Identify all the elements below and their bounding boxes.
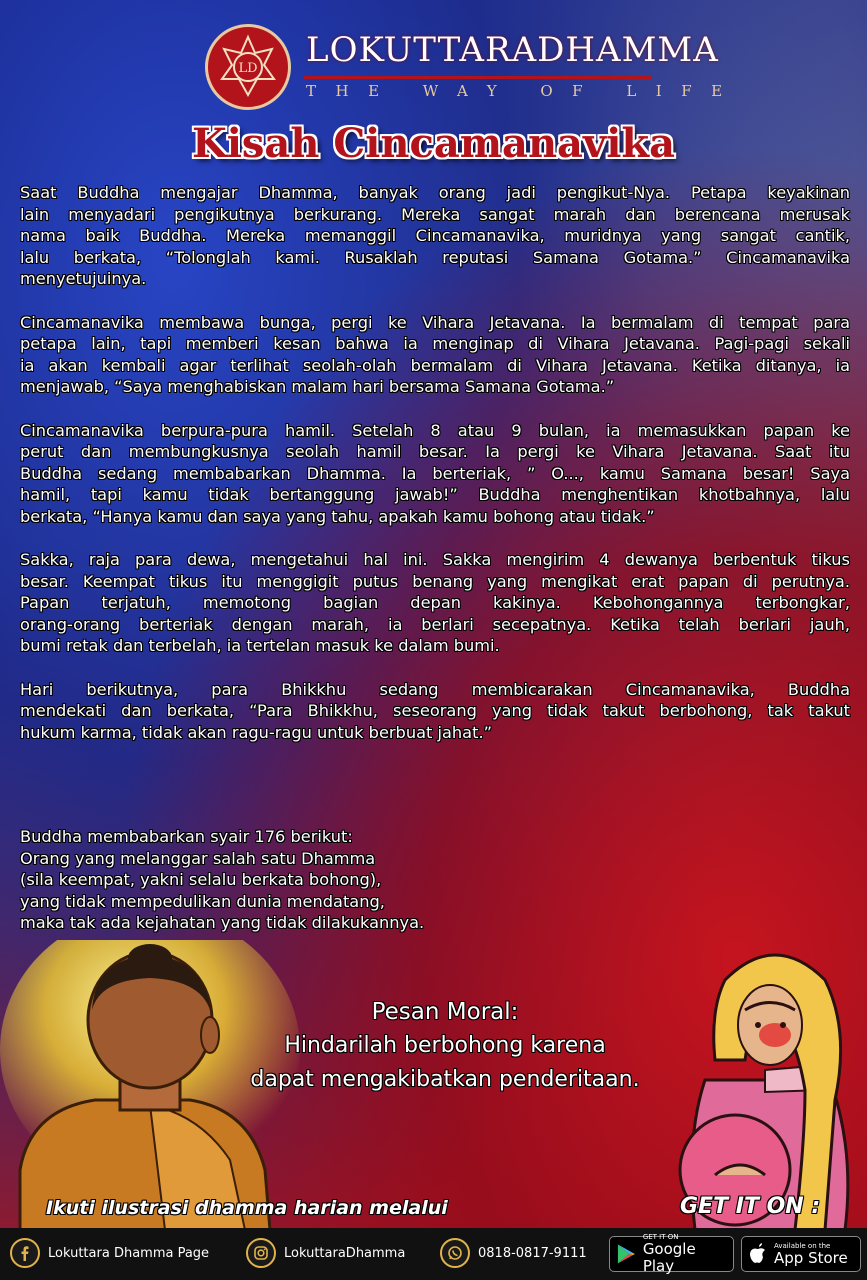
header (0, 16, 867, 111)
facebook-icon (10, 1238, 40, 1268)
verse-line: maka tak ada kejahatan yang tidak dilakukannya. (20, 913, 425, 933)
story-line: hukum karma, tidak akan ragu-ragu untuk berbuat jahat.” (20, 722, 492, 742)
facebook-link[interactable] (10, 1237, 209, 1269)
brand-divider (304, 76, 652, 79)
moral-message (230, 995, 660, 1097)
story-paragraph-2 (20, 312, 850, 398)
moral-line: Hindarilah berbohong karena (284, 1033, 606, 1058)
story-line: ia akan kembali agar terlihat seolah-olah bermalam di Vihara Jetavana. Ketika ditanya, ia (20, 355, 850, 375)
get-it-on-label: GET IT ON : (680, 1194, 821, 1219)
story-line: berkata, “Hanya kamu dan saya yang tahu, apakah kamu bohong atau tidak.” (20, 506, 655, 526)
moral-line: dapat mengakibatkan penderitaan. (250, 1067, 640, 1092)
story-paragraph-5 (20, 679, 850, 744)
story-line: lain menyadari pengikutnya berkurang. Mereka sangat marah dan berencana merusak (20, 204, 850, 224)
google-play-big-text: Google Play (642, 1240, 696, 1275)
verse-line: (sila keempat, yakni selalu berkata bohong), (20, 870, 382, 890)
story-line: lalu berkata, “Tolonglah kami. Rusaklah reputasi Samana Gotama.” Cincamanavika (20, 247, 850, 267)
social-bar (0, 1228, 867, 1280)
story-line: Saat Buddha mengajar Dhamma, banyak orang jadi pengikut-Nya. Petapa keyakinan (20, 183, 850, 202)
instagram-link[interactable] (246, 1237, 405, 1269)
story-line: orang-orang berteriak dengan marah, ia berlari secepatnya. Ketika telah berlari jauh, (20, 614, 850, 634)
brand-name: LOKUTTARADHAMMA (306, 30, 719, 70)
apple-icon (748, 1242, 768, 1266)
story-line: bumi retak dan terbelah, ia tertelan masuk ke dalam bumi. (20, 636, 500, 656)
google-play-icon (616, 1242, 637, 1266)
page-title: Kisah Cincamanavika (191, 120, 676, 167)
instagram-label: LokuttaraDhamma (284, 1245, 406, 1261)
instagram-icon (246, 1238, 276, 1268)
story-line: menjawab, “Saya menghabiskan malam hari bersama Samana Gotama.” (20, 377, 615, 397)
google-play-small-text: GET IT ON (642, 1233, 679, 1241)
app-store-small-text: Available on the (774, 1241, 831, 1250)
google-play-badge[interactable] (609, 1233, 734, 1275)
story-line: nama baik Buddha. Mereka memanggil Cincamanavika, muridnya yang sangat cantik, (20, 226, 850, 246)
story-line: Cincamanavika membawa bunga, pergi ke Vihara Jetavana. Ia bermalam di tempat para (20, 312, 850, 332)
story-line: hamil, tapi kamu tidak bertanggung jawab!” Buddha menghentikan khotbahnya, lalu (20, 485, 850, 505)
story-line: petapa lain, tapi memberi kesan bahwa ia menginap di Vihara Jetavana. Pagi-pagi sekali (20, 334, 850, 354)
verse (20, 826, 424, 934)
story-paragraph-3 (20, 420, 850, 528)
brand-tagline: THE WAY OF LIFE (306, 82, 742, 100)
whatsapp-icon (440, 1238, 470, 1268)
whatsapp-link[interactable] (440, 1237, 587, 1269)
story-line: mendekati dan berkata, “Para Bhikkhu, seseorang yang tidak takut berbohong, tak takut (20, 701, 850, 721)
verse-line: yang tidak mempedulikan dunia mendatang, (20, 891, 385, 911)
logo-text: LD (238, 61, 258, 76)
verse-line: Buddha membabarkan syair 176 berikut: (20, 827, 353, 846)
story-line: menyetujuinya. (20, 269, 147, 289)
cincamanavika-illustration (655, 940, 865, 1230)
story-paragraph-1 (20, 182, 850, 290)
story-paragraph-4 (20, 549, 850, 657)
facebook-label: Lokuttara Dhamma Page (48, 1245, 210, 1261)
whatsapp-label: 0818-0817-9111 (478, 1245, 587, 1261)
follow-cta: Ikuti ilustrasi dhamma harian melalui (46, 1197, 448, 1219)
verse-line: Orang yang melanggar salah satu Dhamma (20, 848, 376, 868)
story-line: Cincamanavika berpura-pura hamil. Setelah 8 atau 9 bulan, ia memasukkan papan ke (20, 420, 850, 440)
story-text (20, 182, 850, 765)
moral-title: Pesan Moral: (371, 999, 519, 1025)
lotus-logo-icon (208, 27, 288, 107)
story-line: perut dan membungkusnya seolah hamil besar. Ia pergi ke Vihara Jetavana. Saat itu (20, 442, 850, 462)
story-line: Buddha sedang membabarkan Dhamma. Ia berteriak, ” O..., kamu Samana besar! Saya (20, 463, 850, 483)
logo (205, 24, 291, 110)
story-line: besar. Keempat tikus itu menggigit putus benang yang mengikat erat papan di perutnya. (20, 571, 850, 591)
app-store-badge[interactable] (741, 1236, 861, 1272)
app-store-big-text: App Store (774, 1248, 848, 1267)
story-line: Hari berikutnya, para Bhikkhu sedang membicarakan Cincamanavika, Buddha (20, 679, 850, 699)
story-line: Sakka, raja para dewa, mengetahui hal ini. Sakka mengirim 4 dewanya berbentuk tikus (20, 550, 850, 570)
story-line: Papan terjatuh, memotong bagian depan kakinya. Kebohongannya terbongkar, (20, 593, 850, 613)
